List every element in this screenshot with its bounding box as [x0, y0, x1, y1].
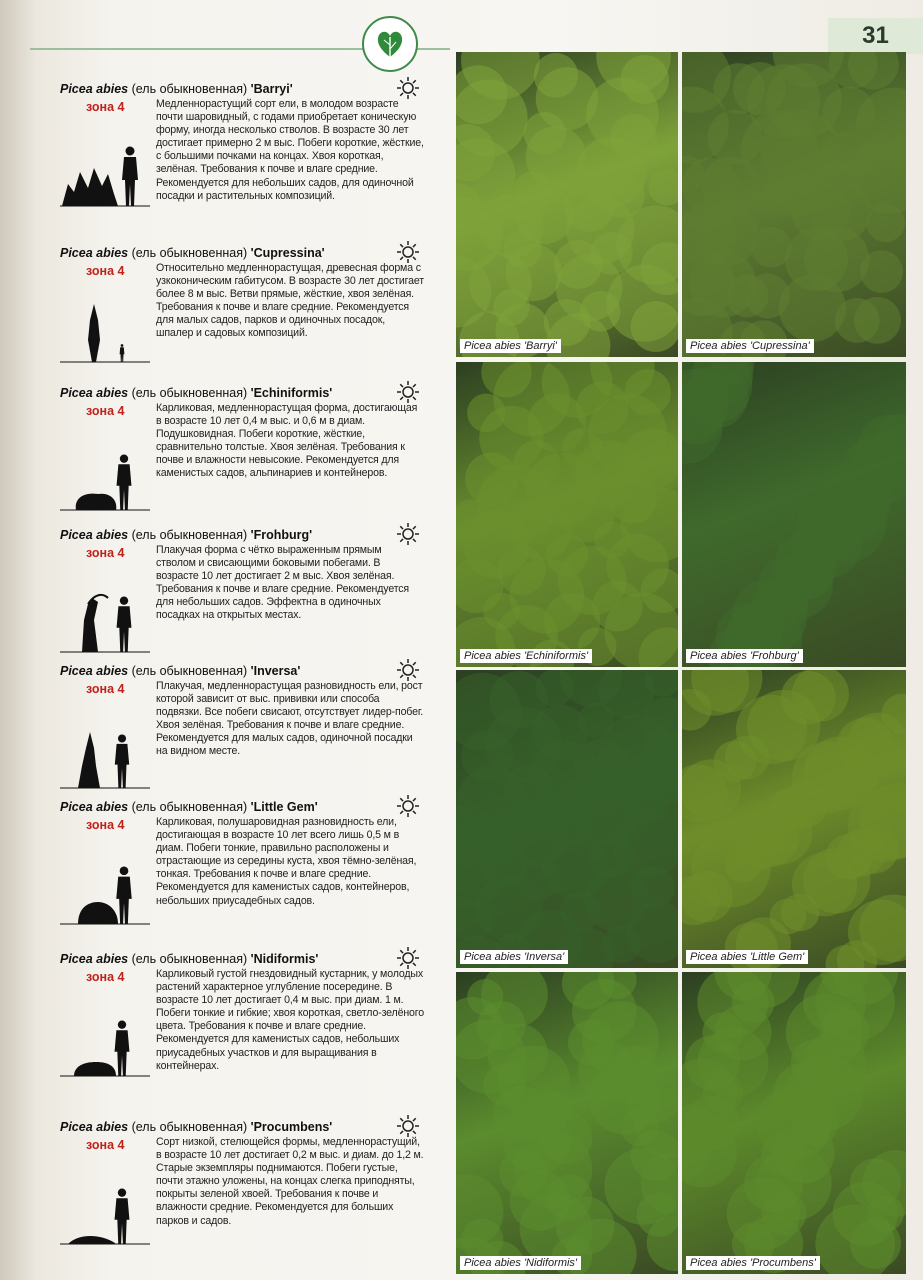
caption-cultivar: 'Barryi': [523, 340, 557, 352]
hardiness-zone: зона 4: [86, 546, 125, 560]
caption-latin: Picea abies: [464, 1257, 521, 1269]
full-sun-icon: [396, 1114, 420, 1138]
common-name: (ель обыкновенная): [131, 246, 248, 260]
latin-name: Picea abies: [60, 246, 129, 260]
full-sun-icon: [396, 658, 420, 682]
photo-caption: [686, 1256, 820, 1270]
caption-latin: Picea abies: [464, 340, 521, 352]
full-sun-icon: [396, 380, 420, 404]
hardiness-zone: зона 4: [86, 100, 125, 114]
common-name: (ель обыкновенная): [131, 664, 248, 678]
description: Карликовый густой гнездовидный кустарник, у молодых растений характерное углубление посередине. В возрасте 10 лет достигает 0,4 м выс. при диам. 1 м. Побеги тонкие и гибкие; хвоя короткая, светло-зелёного цвета. Требования к почве и влаге средние. Рекомендуется для каменистых садов, небольших приусадебных участков и для выращивания в контейнерах.: [156, 968, 424, 1072]
cultivar-name: 'Nidiformis': [250, 952, 319, 966]
plant-photo: [456, 670, 678, 968]
latin-name: Picea abies: [60, 528, 129, 542]
plant-photo: [456, 972, 678, 1274]
caption-cultivar: 'Echiniformis': [523, 650, 589, 662]
hardiness-zone: зона 4: [86, 970, 125, 984]
caption-cultivar: 'Nidiformis': [523, 1257, 578, 1269]
description: Относительно медленнорастущая, древесная форма с узкоконическим габитусом. В возрасте 30 лет достигает более 8 м выс. Ветви прямые, жёсткие, хвоя зелёная. Требования к почве и влаге средние. Рекомендуется для малых садов, парков и одиночных посадок, шпалер и садовых композиций.: [156, 262, 424, 340]
description: Карликовая, полушаровидная разновидность ели, достигающая в возрасте 10 лет всего лишь 0,5 м в диам. Побеги тонкие, правильно расположены и отрастающие из середины куста, хвоя тёмно-зелёная, тонкая. Требования к почве и влаге средние. Рекомендуется для каменистых садов, контейнеров, небольших приусадебных садов.: [156, 816, 417, 907]
plant-photo: [682, 362, 906, 667]
caption-latin: Picea abies: [690, 650, 747, 662]
plant-photo: [456, 52, 678, 357]
latin-name: Picea abies: [60, 952, 129, 966]
caption-cultivar: 'Cupressina': [749, 340, 810, 352]
caption-cultivar: 'Little Gem': [749, 951, 805, 963]
full-sun-icon: [396, 946, 420, 970]
photo-caption: [686, 649, 803, 663]
cultivar-name: 'Procumbens': [250, 1120, 333, 1134]
photo-caption: [460, 1256, 581, 1270]
entry-title: [60, 952, 318, 966]
caption-latin: Picea abies: [690, 951, 747, 963]
photo-caption: [686, 339, 814, 353]
entry-title: [60, 800, 318, 814]
photo-grid: [452, 52, 906, 1274]
latin-name: Picea abies: [60, 82, 129, 96]
plant-photo: [682, 972, 906, 1274]
entry-title: [60, 82, 293, 96]
plant-photo: [456, 362, 678, 667]
entry-title: [60, 1120, 332, 1134]
hardiness-zone: зона 4: [86, 264, 125, 278]
cultivar-name: 'Barryi': [250, 82, 293, 96]
full-sun-icon: [396, 76, 420, 100]
common-name: (ель обыкновенная): [131, 386, 248, 400]
cultivar-name: 'Cupressina': [250, 246, 325, 260]
description: Карликовая, медленнорастущая форма, достигающая в возрасте 10 лет 0,4 м выс. и 0,6 м в диам. Подушковидная. Побеги короткие, жёсткие, сравнительно толстые. Хвоя зелёная. Требования к почве и влажности невысокие. Рекомендуется для каменистых садов, альпинариев и контейнеров.: [156, 402, 418, 480]
leaf-logo-icon: [362, 16, 418, 72]
entry-title: [60, 528, 312, 542]
caption-cultivar: 'Procumbens': [749, 1257, 816, 1269]
caption-latin: Picea abies: [464, 650, 521, 662]
common-name: (ель обыкновенная): [131, 82, 248, 96]
full-sun-icon: [396, 794, 420, 818]
hardiness-zone: зона 4: [86, 682, 125, 696]
latin-name: Picea abies: [60, 800, 129, 814]
cultivar-name: 'Little Gem': [250, 800, 318, 814]
plant-photo: [682, 670, 906, 968]
cultivar-name: 'Echiniformis': [250, 386, 333, 400]
caption-cultivar: 'Frohburg': [749, 650, 799, 662]
photo-caption: [460, 649, 592, 663]
cultivar-name: 'Inversa': [250, 664, 301, 678]
caption-latin: Picea abies: [690, 1257, 747, 1269]
caption-latin: Picea abies: [690, 340, 747, 352]
common-name: (ель обыкновенная): [131, 952, 248, 966]
cultivar-name: 'Frohburg': [250, 528, 313, 542]
hardiness-zone: зона 4: [86, 404, 125, 418]
description: Плакучая форма с чётко выраженным прямым стволом и свисающими боковыми побегами. В возрасте 10 лет достигает 2 м выс. Хвоя зелёная. Требования к почве и влаге средние. Рекомендуется для небольших садов. Эффектна в одиночных посадках на открытых местах.: [156, 544, 410, 622]
description: Сорт низкой, стелющейся формы, медленнорастущий, в возрасте 10 лет достигает 0,2 м выс. и диам. до 1,2 м. Старые экземпляры поднимаются. Побеги густые, почти этажно уложены, на концах слегка приподняты, покрыты зеленой хвоей. Требования к почве и влажности средние. Рекомендуется для больших парков и садов.: [156, 1136, 424, 1227]
common-name: (ель обыкновенная): [131, 800, 248, 814]
full-sun-icon: [396, 240, 420, 264]
latin-name: Picea abies: [60, 386, 129, 400]
caption-cultivar: 'Inversa': [523, 951, 565, 963]
entry-title: [60, 246, 325, 260]
hardiness-zone: зона 4: [86, 818, 125, 832]
common-name: (ель обыкновенная): [131, 1120, 248, 1134]
hardiness-zone: зона 4: [86, 1138, 125, 1152]
latin-name: Picea abies: [60, 1120, 129, 1134]
caption-latin: Picea abies: [464, 951, 521, 963]
full-sun-icon: [396, 522, 420, 546]
description: Плакучая, медленнорастущая разновидность ели, рост которой зависит от выс. прививки или способа подвязки. Все побеги свисают, отсутствует лидер-побег. Хвоя зелёная. Требования к почве и влаге средние. Рекомендуется для малых садов, одиночной посадки на видном месте.: [156, 680, 424, 758]
photo-caption: [460, 950, 568, 964]
photo-caption: [686, 950, 808, 964]
common-name: (ель обыкновенная): [131, 528, 248, 542]
photo-caption: [460, 339, 561, 353]
page-number: 31: [828, 18, 923, 54]
latin-name: Picea abies: [60, 664, 129, 678]
plant-photo: [682, 52, 906, 357]
description: Медленнорастущий сорт ели, в молодом возрасте почти шаровидный, с годами приобретает коническую форму, иногда несколько стволов. В возрасте 30 лет достигает примерно 2 м выс. Побеги короткие, жёсткие, с большими почками на концах. Хвоя короткая, зелёная. Требования к почве и влаге средние. Рекомендуется для небольших садов, для одиночной посадки и растительных композиций.: [156, 98, 424, 202]
entry-title: [60, 664, 300, 678]
entry-title: [60, 386, 332, 400]
